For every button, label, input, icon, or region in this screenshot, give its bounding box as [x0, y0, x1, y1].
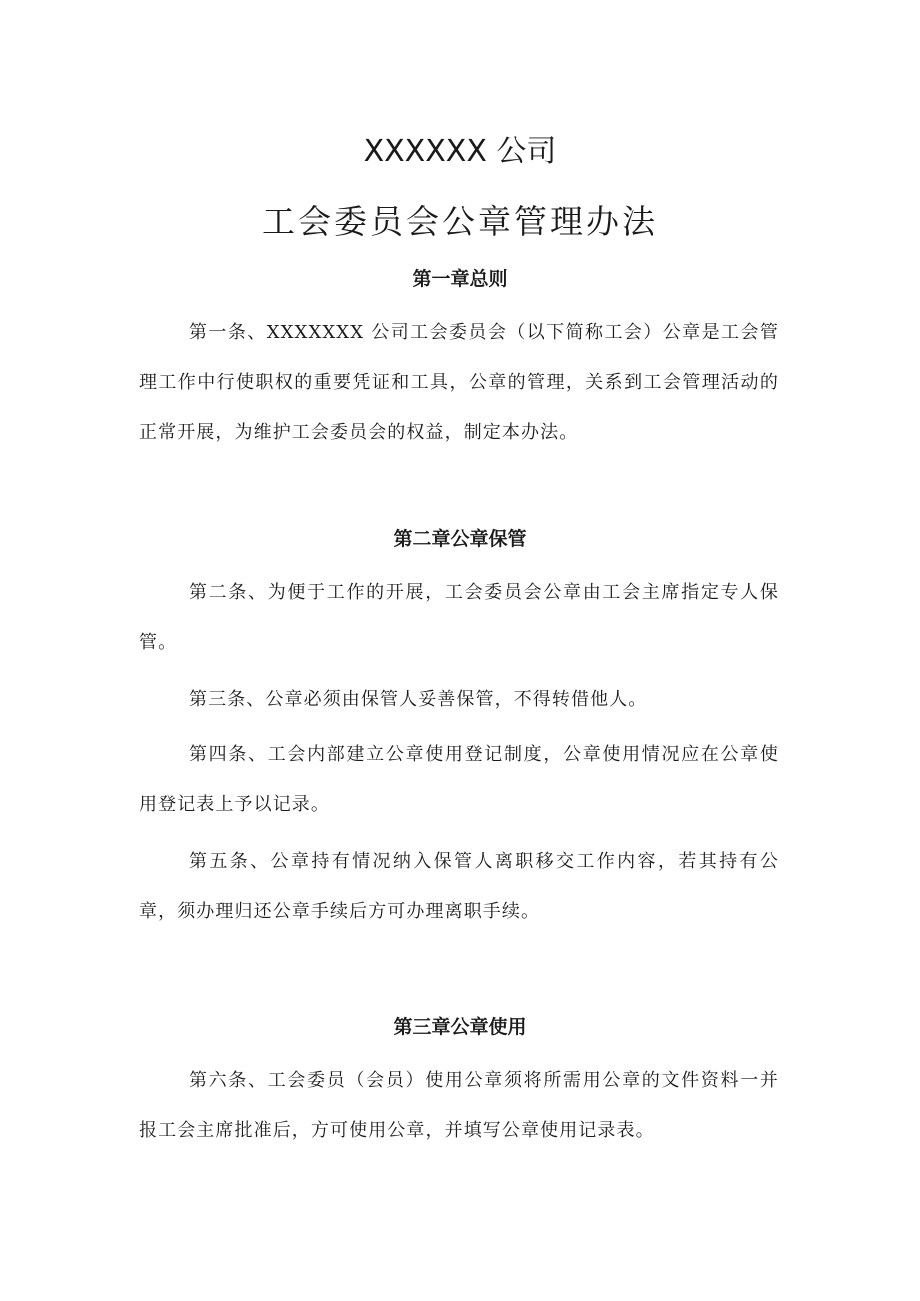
chapter-heading-2: 第二章公章保管 [393, 528, 527, 550]
document-title: 工会委员会公章管理办法 [262, 202, 658, 241]
article-5: 第五条、公章持有情况纳入保管人离职移交工作内容，若其持有公章，须办理归还公章手续后方可办理离职手续。 [139, 851, 779, 922]
article-6: 第六条、工会委员（会员）使用公章须将所需用公章的文件资料一并报工会主席批准后，方可使用公章，并填写公章使用记录表。 [139, 1070, 779, 1141]
article-2: 第二条、为便于工作的开展，工会委员会公章由工会主席指定专人保管。 [139, 582, 779, 653]
article-3: 第三条、公章必须由保管人妥善保管，不得转借他人。 [189, 689, 648, 710]
article-4: 第四条、工会内部建立公章使用登记制度，公章使用情况应在公章使用登记表上予以记录。 [139, 744, 779, 815]
article-1: 第一条、XXXXXXX 公司工会委员会（以下简称工会）公章是工会管理工作中行使职权的重要凭证和工具，公章的管理，关系到工会管理活动的正常开展，为维护工会委员会的权益，制定本办法。 [139, 322, 779, 443]
chapter-heading-3: 第三章公章使用 [393, 1016, 527, 1038]
chapter-heading-1: 第一章总则 [412, 268, 508, 290]
company-title: XXXXXX 公司 [363, 134, 557, 169]
